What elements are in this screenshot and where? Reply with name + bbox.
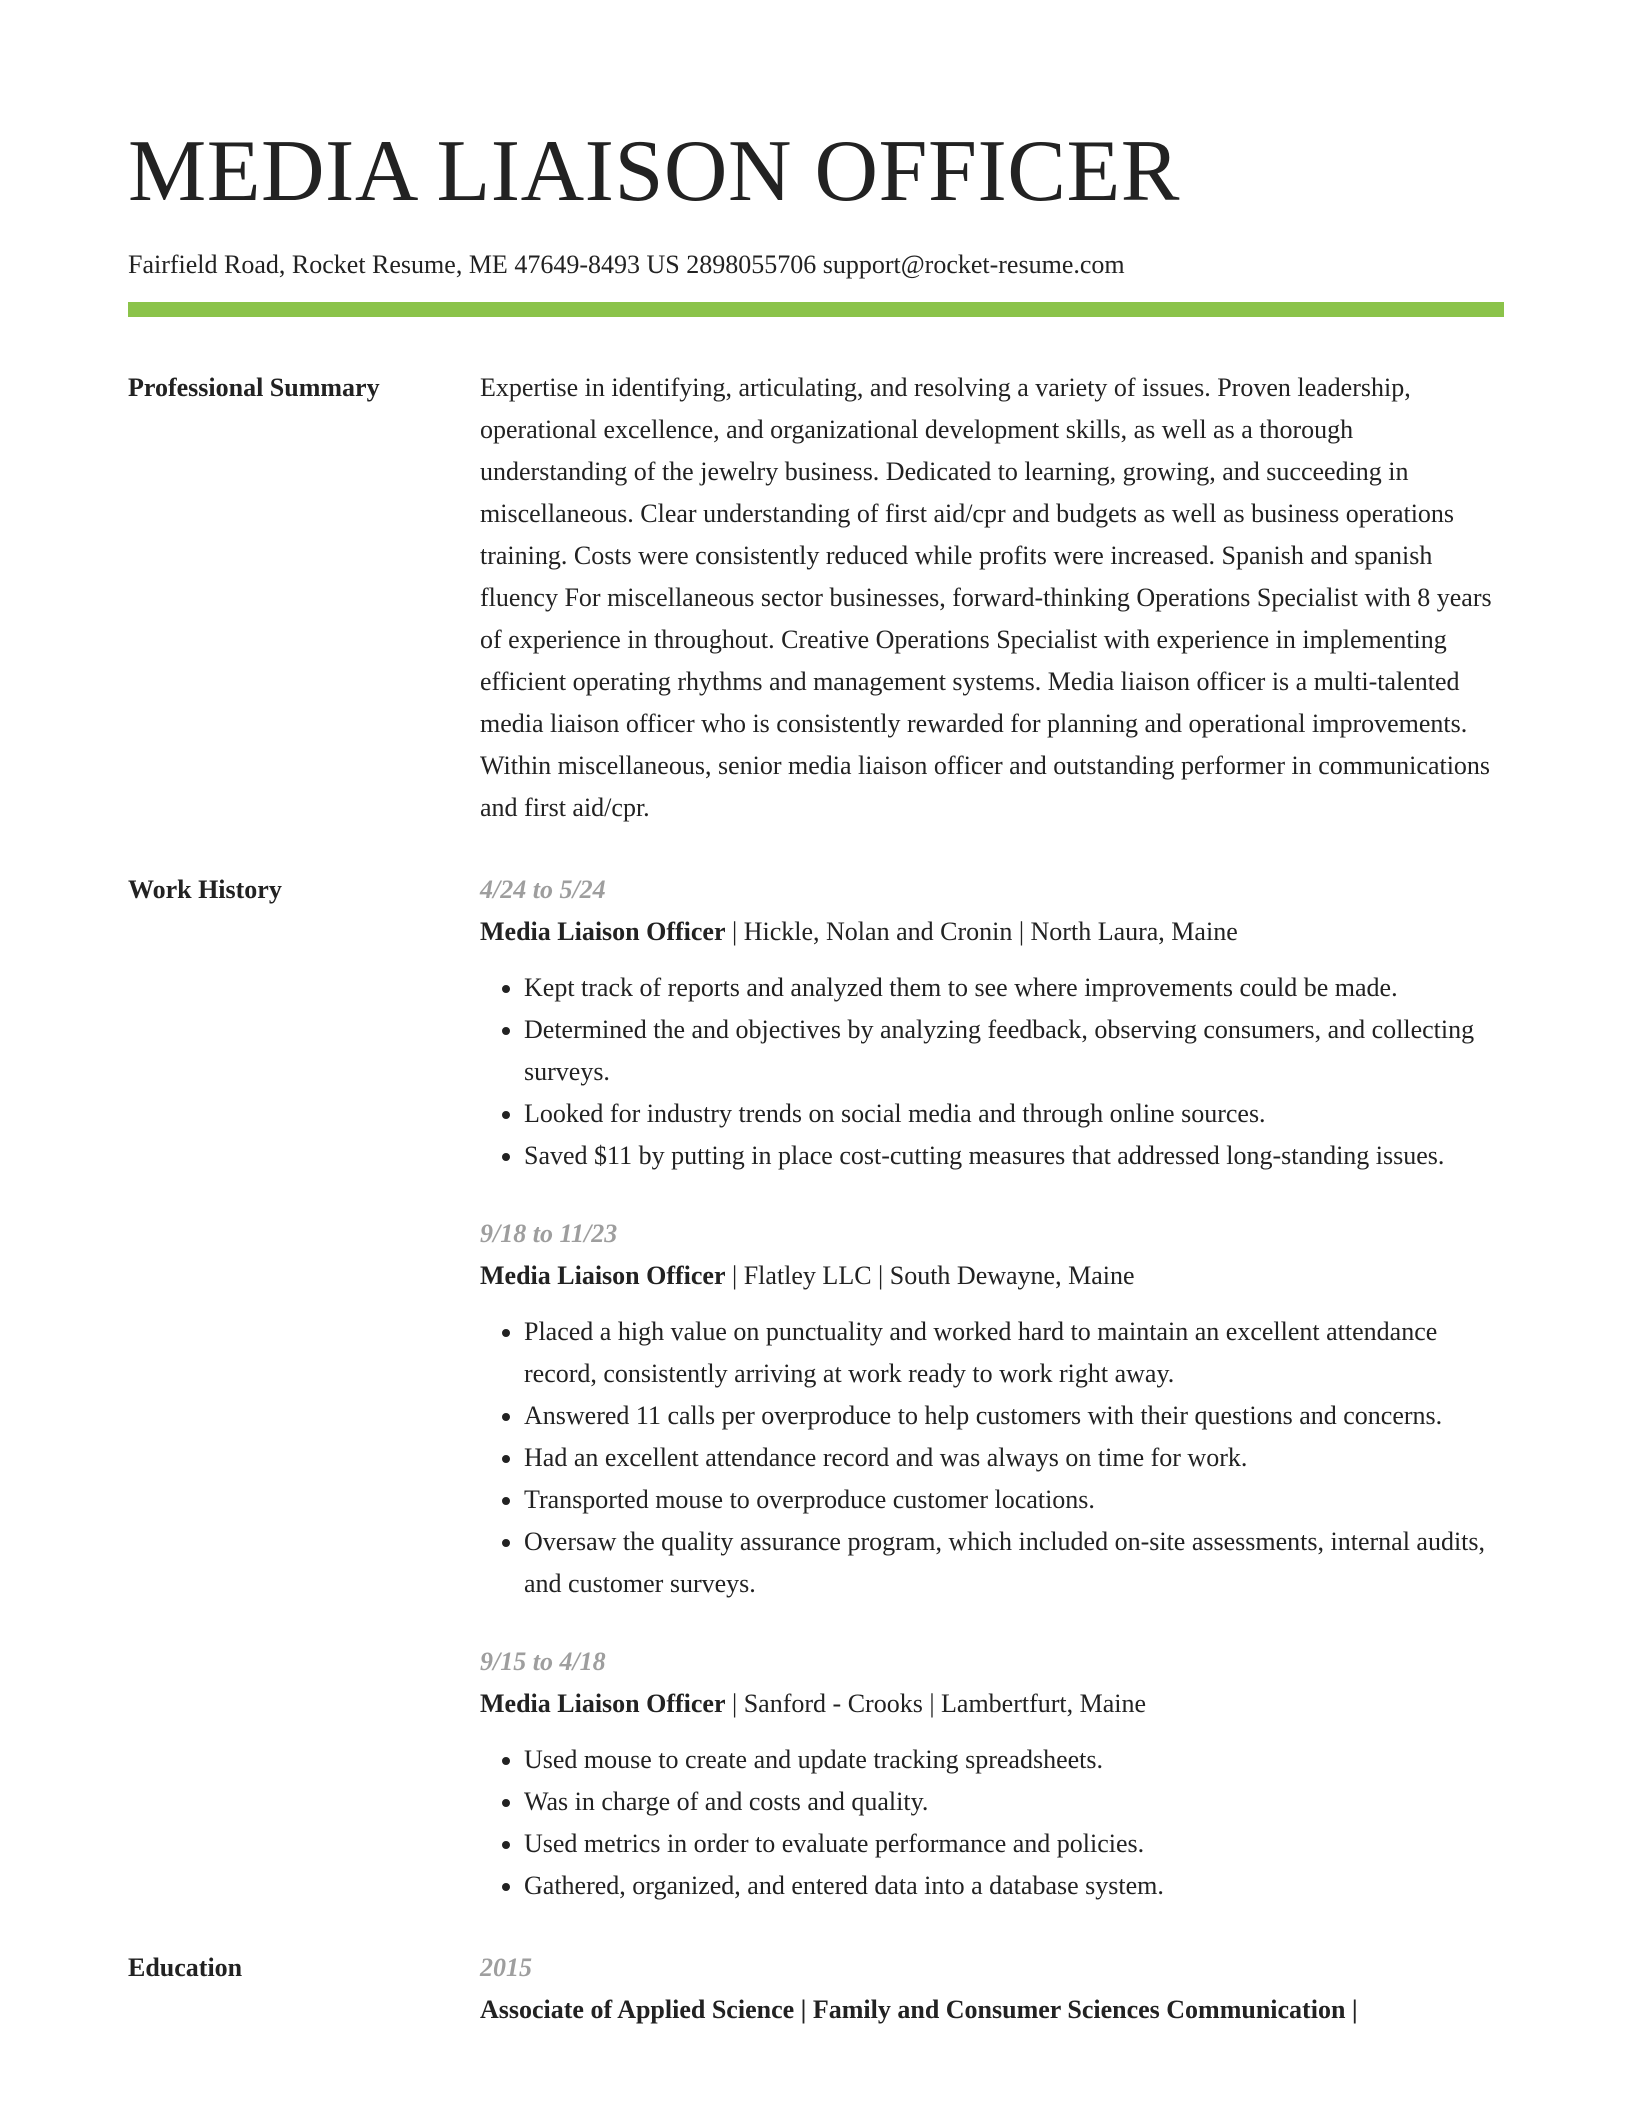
education-year: 2015 (480, 1953, 532, 1982)
job-bullet: • Used mouse to create and update tracking spreadsheets. (524, 1739, 1504, 1781)
job-title-line (480, 1255, 1504, 1297)
job-details: | Sanford - Crooks | Lambertfurt, Maine (725, 1689, 1147, 1718)
job-bullet: • Had an excellent attendance record and was always on time for work. (524, 1437, 1504, 1479)
job-bullet: • Oversaw the quality assurance program, which included on-site assessments, internal audits, and customer surveys. (524, 1521, 1504, 1605)
job-bullet: • Determined the and objectives by analyzing feedback, observing consumers, and collecting surveys. (524, 1009, 1504, 1093)
candidate-name: MEDIA LIAISON OFFICER (128, 123, 1180, 220)
education-label: Education (128, 1953, 243, 1982)
job-dates: 4/24 to 5/24 (480, 875, 606, 904)
job-title: Media Liaison Officer (480, 917, 726, 946)
job-dates: 9/15 to 4/18 (480, 1647, 606, 1676)
summary-section (128, 367, 1504, 829)
job-title-line (480, 911, 1504, 953)
job-title-line (480, 1683, 1504, 1725)
job-details: | Hickle, Nolan and Cronin | North Laura, Maine (725, 917, 1238, 946)
resume-page (128, 118, 1504, 2031)
job-bullet: • Transported mouse to overproduce customer locations. (524, 1479, 1504, 1521)
job-bullet: • Gathered, organized, and entered data into a database system. (524, 1865, 1504, 1907)
work-history-label: Work History (128, 875, 282, 904)
job-bullet: • Kept track of reports and analyzed them to see where improvements could be made. (524, 967, 1504, 1009)
job-bullets (480, 1739, 1504, 1907)
job-bullet: • Answered 11 calls per overproduce to help customers with their questions and concerns. (524, 1395, 1504, 1437)
job-bullet: • Was in charge of and costs and quality. (524, 1781, 1504, 1823)
job-entry (480, 869, 1504, 1177)
job-bullets (480, 967, 1504, 1177)
contact-line: Fairfield Road, Rocket Resume, ME 47649-8493 US 2898055706 support@rocket-resume.com (128, 250, 1125, 279)
job-entry (480, 1641, 1504, 1907)
summary-label: Professional Summary (128, 373, 380, 402)
job-entry (480, 1213, 1504, 1605)
job-bullet: • Looked for industry trends on social media and through online sources. (524, 1093, 1504, 1135)
job-bullet: • Saved $11 by putting in place cost-cutting measures that addressed long-standing issues. (524, 1135, 1504, 1177)
education-degree: Associate of Applied Science | Family and Consumer Sciences Communication | (480, 1995, 1358, 2024)
job-details: | Flatley LLC | South Dewayne, Maine (725, 1261, 1135, 1290)
job-dates: 9/18 to 11/23 (480, 1219, 618, 1248)
education-section (128, 1947, 1504, 2031)
summary-text: Expertise in identifying, articulating, and resolving a variety of issues. Proven leadership, operational excellence, and organizational development skills, as well as a thorough understanding of the jewelry business. Dedicated to learning, growing, and succeeding in miscellaneous. Clear understanding of first aid/cpr and budgets as well as business operations training. Costs were consistently reduced while profits were increased. Spanish and spanish fluency For miscellaneous sector businesses, forward-thinking Operations Specialist with 8 years of experience in throughout. Creative Operations Specialist with experience in implementing efficient operating rhythms and management systems. Media liaison officer is a multi-talented media liaison officer who is consistently rewarded for planning and operational improvements. Within miscellaneous, senior media liaison officer and outstanding performer in communications and first aid/cpr. (480, 373, 1492, 822)
job-title: Media Liaison Officer (480, 1689, 726, 1718)
job-bullet: • Placed a high value on punctuality and worked hard to maintain an excellent attendance record, consistently arriving at work ready to work right away. (524, 1311, 1504, 1395)
job-bullets (480, 1311, 1504, 1605)
header-divider (128, 302, 1504, 317)
job-title: Media Liaison Officer (480, 1261, 726, 1290)
job-bullet: • Used metrics in order to evaluate performance and policies. (524, 1823, 1504, 1865)
work-history-section (128, 869, 1504, 1907)
